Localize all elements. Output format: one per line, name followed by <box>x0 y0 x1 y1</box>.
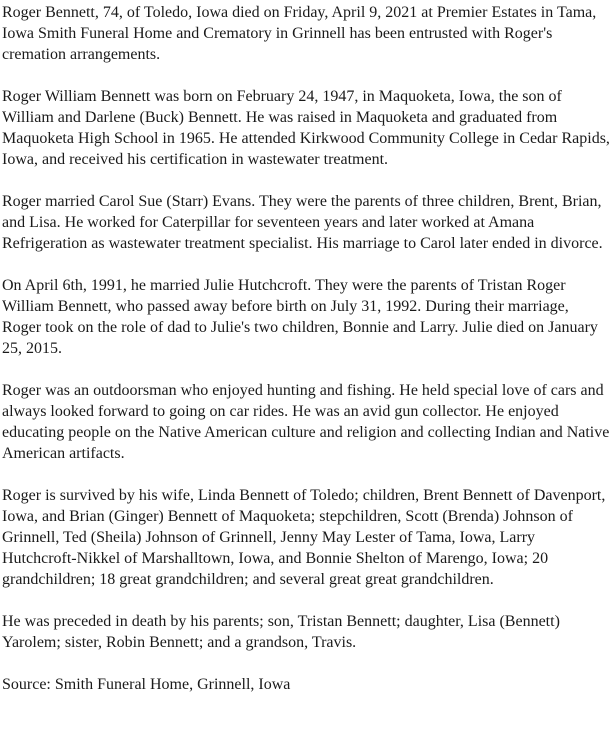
source-line: Source: Smith Funeral Home, Grinnell, Iowa <box>2 676 291 693</box>
paragraph-second-marriage: On April 6th, 1991, he married Julie Hutchcroft. They were the parents of Tristan Roger William Bennett, who passed away before birth on July 31, 1992. During their marriage, Roger took on the role of dad to Julie's two children, Bonnie and Larry. Julie died on January 25, 2015. <box>2 277 598 357</box>
paragraph-interests: Roger was an outdoorsman who enjoyed hunting and fishing. He held special love of cars and always looked forward to going on car rides. He was an avid gun collector. He enjoyed educating people on the Native American culture and religion and collecting Indian and Native American artifacts. <box>2 382 610 462</box>
paragraph-first-marriage: Roger married Carol Sue (Starr) Evans. They were the parents of three children, Brent, Brian, and Lisa. He worked for Caterpillar for seventeen years and later worked at Amana Refrigeration as wastewater treatment specialist. His marriage to Carol later ended in divorce. <box>2 193 603 252</box>
paragraph-death-notice: Roger Bennett, 74, of Toledo, Iowa died on Friday, April 9, 2021 at Premier Estates in Tama, Iowa Smith Funeral Home and Crematory in Grinnell has been entrusted with Roger's cremation arrangements. <box>2 4 597 63</box>
paragraph-survivors: Roger is survived by his wife, Linda Bennett of Toledo; children, Brent Bennett of Davenport, Iowa, and Brian (Ginger) Bennett of Maquoketa; stepchildren, Scott (Brenda) Johnson of Grinnell, Ted (Sheila) Johnson of Grinnell, Jenny May Lester of Tama, Iowa, Larry Hutchcroft-Nikkel of Marshalltown, Iowa, and Bonnie Shelton of Marengo, Iowa; 20 grandchildren; 18 great grandchildren; and several great great grandchildren. <box>2 487 606 588</box>
paragraph-preceded-in-death: He was preceded in death by his parents; son, Tristan Bennett; daughter, Lisa (Bennett) Yarolem; sister, Robin Bennett; and a grandson, Travis. <box>2 613 560 651</box>
paragraph-early-life: Roger William Bennett was born on February 24, 1947, in Maquoketa, Iowa, the son of William and Darlene (Buck) Bennett. He was raised in Maquoketa and graduated from Maquoketa High School in 1965. He attended Kirkwood Community College in Cedar Rapids, Iowa, and received his certification in wastewater treatment. <box>2 88 610 168</box>
